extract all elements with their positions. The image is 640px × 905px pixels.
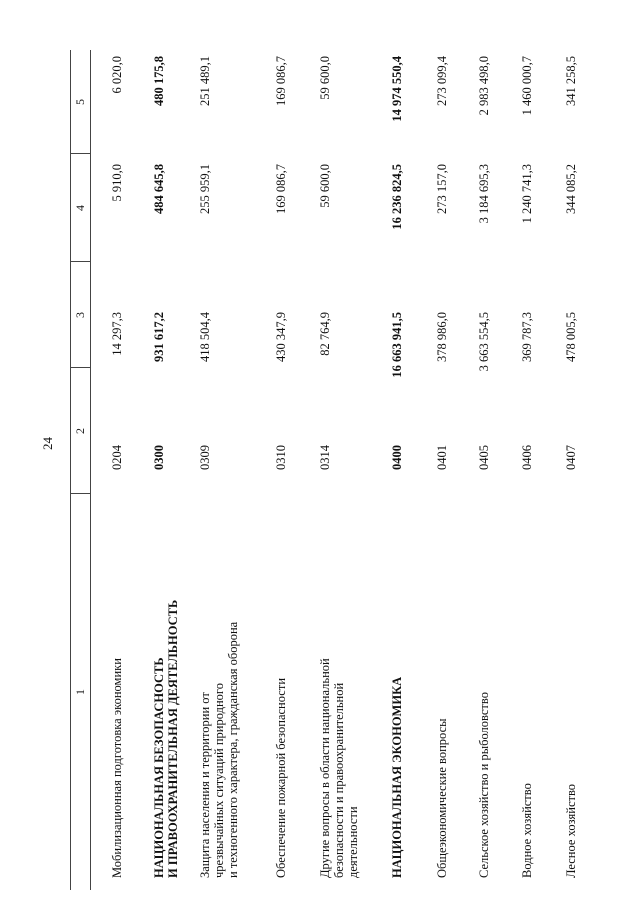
row-value-col5: 14 974 550,4 bbox=[390, 56, 404, 122]
row-name-line: Другие вопросы в области национальной bbox=[318, 658, 332, 878]
row-value-col3: 369 787,3 bbox=[520, 312, 534, 362]
row-value-col4: 3 184 695,3 bbox=[477, 164, 491, 224]
header-bottom-rule bbox=[90, 50, 91, 890]
row-value-col5: 251 489,1 bbox=[198, 56, 212, 106]
row-code: 0407 bbox=[564, 445, 578, 470]
row-value-col5: 1 460 000,7 bbox=[520, 56, 534, 116]
header-col-3: 3 bbox=[73, 312, 87, 318]
row-value-col4: 344 085,2 bbox=[564, 164, 578, 214]
row-name-line: НАЦИОНАЛЬНАЯ БЕЗОПАСНОСТЬ bbox=[152, 657, 166, 878]
row-value-col3: 931 617,2 bbox=[152, 312, 166, 362]
row-name: Общеэкономические вопросы bbox=[435, 718, 449, 878]
row-value-col4: 5 910,0 bbox=[110, 164, 124, 202]
row-value-col4: 273 157,0 bbox=[435, 164, 449, 214]
row-name: Водное хозяйство bbox=[520, 783, 534, 878]
row-value-col4: 484 645,8 bbox=[152, 164, 166, 214]
row-name: НАЦИОНАЛЬНАЯ ЭКОНОМИКА bbox=[390, 676, 404, 878]
row-code: 0406 bbox=[520, 445, 534, 470]
row-value-col5: 2 983 498,0 bbox=[477, 56, 491, 116]
row-value-col5: 59 600,0 bbox=[318, 56, 332, 100]
row-name bbox=[152, 518, 180, 878]
row-code: 0309 bbox=[198, 445, 212, 470]
row-code: 0310 bbox=[274, 445, 288, 470]
row-value-col4: 1 240 741,3 bbox=[520, 164, 534, 224]
row-name: Сельское хозяйство и рыболовство bbox=[477, 692, 491, 878]
row-value-col3: 430 347,9 bbox=[274, 312, 288, 362]
row-code: 0204 bbox=[110, 445, 124, 470]
page-number: 24 bbox=[40, 437, 55, 450]
row-value-col4: 255 959,1 bbox=[198, 164, 212, 214]
row-name-line: деятельности bbox=[346, 806, 360, 878]
row-name: Мобилизационная подготовка экономики bbox=[110, 658, 124, 878]
row-name: Обеспечение пожарной безопасности bbox=[274, 677, 288, 878]
row-code: 0314 bbox=[318, 445, 332, 470]
row-name-line: и техногенного характера, гражданская оборона bbox=[226, 621, 240, 878]
row-value-col5: 6 020,0 bbox=[110, 56, 124, 94]
row-value-col5: 480 175,8 bbox=[152, 56, 166, 106]
budget-table bbox=[70, 50, 610, 890]
row-name bbox=[318, 518, 360, 878]
row-value-col3: 14 297,3 bbox=[110, 312, 124, 356]
row-value-col4: 16 236 824,5 bbox=[390, 164, 404, 230]
row-value-col5: 169 086,7 bbox=[274, 56, 288, 106]
row-name-line: И ПРАВООХРАНИТЕЛЬНАЯ ДЕЯТЕЛЬНОСТЬ bbox=[166, 599, 180, 878]
row-code: 0300 bbox=[152, 445, 166, 470]
header-col-2: 2 bbox=[73, 428, 87, 434]
row-value-col3: 478 005,5 bbox=[564, 312, 578, 362]
row-value-col5: 341 258,5 bbox=[564, 56, 578, 106]
header-col-5: 5 bbox=[73, 99, 87, 105]
row-value-col3: 418 504,4 bbox=[198, 312, 212, 362]
row-code: 0405 bbox=[477, 445, 491, 470]
row-code: 0401 bbox=[435, 445, 449, 470]
row-name-line: безопасности и правоохранительной bbox=[332, 682, 346, 878]
row-value-col3: 16 663 941,5 bbox=[390, 312, 404, 378]
row-value-col3: 82 764,9 bbox=[318, 312, 332, 356]
row-name bbox=[198, 518, 240, 878]
row-name: Лесное хозяйство bbox=[564, 783, 578, 878]
row-value-col5: 273 099,4 bbox=[435, 56, 449, 106]
row-name-line: Защита населения и территории от bbox=[198, 692, 212, 878]
header-col-4: 4 bbox=[73, 205, 87, 211]
header-col-1: 1 bbox=[73, 689, 87, 695]
row-code: 0400 bbox=[390, 445, 404, 470]
row-value-col4: 59 600,0 bbox=[318, 164, 332, 208]
row-value-col4: 169 086,7 bbox=[274, 164, 288, 214]
row-name-line: чрезвычайных ситуаций природного bbox=[212, 683, 226, 878]
row-value-col3: 3 663 554,5 bbox=[477, 312, 491, 372]
row-value-col3: 378 986,0 bbox=[435, 312, 449, 362]
